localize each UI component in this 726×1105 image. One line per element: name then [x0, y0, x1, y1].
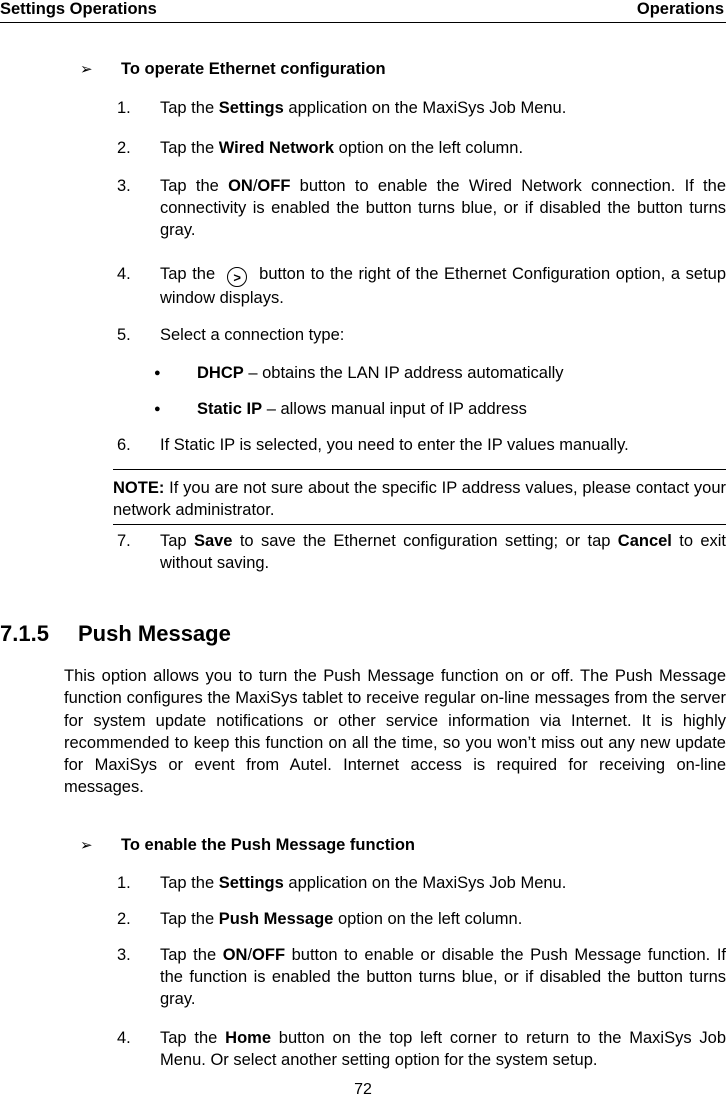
step-number: 1. [117, 99, 131, 117]
arrow-bullet-icon: ➢ [80, 837, 93, 854]
section-intro: This option allows you to turn the Push Message function on or off. The Push Message function configures the MaxiSys tablet to receive regular on-line messages from the server for system update notifications or other service information via Internet. It is highly recommended to keep this function on all the time, so you won’t miss out any new update for MaxiSys or event from Autel. Internet access is required for receiving on-line messages. [64, 667, 726, 797]
note-bottom-rule [113, 524, 726, 525]
step-number: 4. [117, 1029, 131, 1047]
procedure-title: To operate Ethernet configuration [121, 60, 386, 78]
step-number: 7. [117, 532, 131, 550]
step-number: 6. [117, 436, 131, 454]
arrow-bullet-icon: ➢ [80, 61, 93, 78]
section-title: Push Message [78, 621, 231, 646]
step-text: Tap the Settings application on the MaxiSys Job Menu. [160, 874, 567, 892]
step-text: Tap the Settings application on the MaxiSys Job Menu. [160, 99, 567, 117]
procedure-push-message [80, 834, 415, 857]
step-number: 4. [117, 265, 131, 283]
step-number: 1. [117, 874, 131, 892]
step-number: 3. [117, 946, 131, 964]
procedure-title: To enable the Push Message function [121, 836, 415, 854]
page-number: 72 [354, 1081, 372, 1098]
bullet-dot-icon: ● [154, 403, 161, 415]
step-text: Tap the ON/OFF button to enable or disable the Push Message function. If the function is enabled the button turns blue, or if disabled the button turns gray. [160, 946, 726, 1008]
step-text: Tap the Wired Network option on the left column. [160, 139, 524, 157]
note-top-rule [113, 469, 726, 470]
chevron-right-icon: > [227, 267, 247, 287]
bullet-text: DHCP – obtains the LAN IP address automatically [197, 364, 564, 382]
procedure-ethernet [80, 58, 386, 81]
page-header [0, 0, 726, 23]
step-text: Select a connection type: [160, 326, 345, 344]
note-label: NOTE: [113, 479, 165, 497]
step-number: 2. [117, 910, 131, 928]
note-box [113, 477, 726, 521]
bullet-dot-icon: ● [154, 367, 161, 379]
step-text: Tap the Push Message option on the left column. [160, 910, 523, 928]
step-text: Tap Save to save the Ethernet configuration setting; or tap Cancel to exit without saving. [160, 532, 726, 572]
header-chapter-title: Operations [636, 0, 724, 18]
step-text: Tap the > button to the right of the Ethernet Configuration option, a setup window displays. [160, 265, 726, 307]
step-number: 2. [117, 139, 131, 157]
bullet-text: Static IP – allows manual input of IP address [197, 400, 527, 418]
step-text: If Static IP is selected, you need to enter the IP values manually. [160, 436, 629, 454]
step-number: 3. [117, 177, 131, 195]
step-number: 5. [117, 326, 131, 344]
step-text: Tap the Home button on the top left corner to return to the MaxiSys Job Menu. Or select another setting option for the system setup. [160, 1029, 726, 1069]
step-text: Tap the ON/OFF button to enable the Wired Network connection. If the connectivity is enabled the button turns blue, or if disabled the button turns gray. [160, 177, 726, 239]
section-number: 7.1.5 [0, 621, 49, 646]
header-section-title: Settings Operations [0, 0, 157, 18]
section-heading [0, 620, 231, 648]
note-text: If you are not sure about the specific IP address values, please contact your network administrator. [113, 479, 726, 519]
